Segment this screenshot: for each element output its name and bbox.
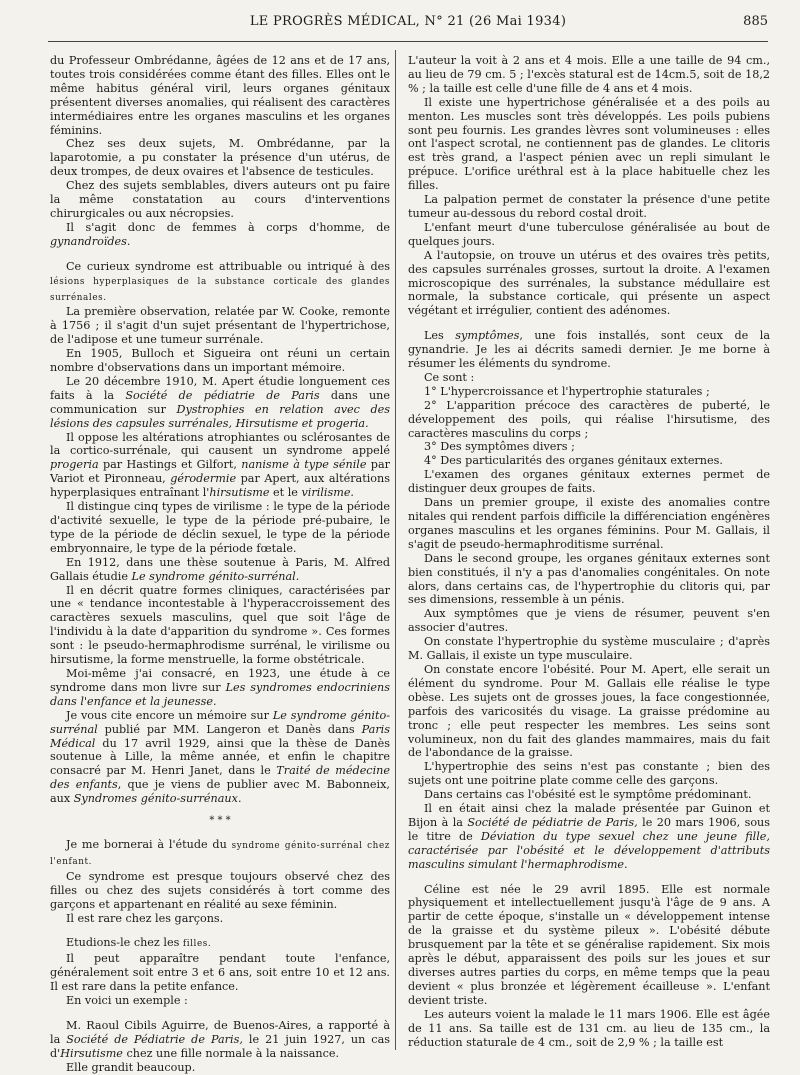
paragraph: Il en décrit quatre formes cliniques, caractérisées par une « tendance incontestable à l'hyperaccroissement des caractères sexuels masculins, quel que soit l'âge de l'individu à la date d'apparition du syndrome ». Ces formes sont : le pseudo-hermaphrodisme surrénal, le virilisme ou hirsutisme, la forme menstruelle, la forme obstétricale. xyxy=(50,583,390,667)
paragraph: On constate l'hypertrophie du système musculaire ; d'après M. Gallais, il existe un type musculaire. xyxy=(408,635,770,663)
paragraph: Etudions-le chez les filles. xyxy=(66,936,212,950)
right-column xyxy=(408,54,770,1049)
paragraph: A l'autopsie, on trouve un utérus et des ovaires très petits, des capsules surrénales grosses, surtout la droite. A l'examen microscopique des surrénales, la substance médullaire est normale, la substance corticale, qui présente un aspect végétant et irrégulier, contient des adénomes. xyxy=(408,248,770,318)
paragraph: La première observation, relatée par W. Cooke, remonte à 1756 ; il s'agit d'un sujet présentant de l'hypertrichose, de l'adipose et une tumeur surrénale. xyxy=(50,305,390,347)
paragraph: Ce sont : xyxy=(424,370,475,384)
paragraph: Céline est née le 29 avril 1895. Elle est normale physiquement et intellectuellement jusqu'à l'âge de 9 ans. A partir de cette époque, s'installe un « développement intense de la graisse et du système pileux ». L'obésité débute brusquement par la tête et se généralise rapidement. Six mois après le début, apparaissent des poils sur les joues et sur diverses autres parties du corps, en même temps que la peau devient « plus bronzée et légèrement écailleuse ». L'enfant devient triste. xyxy=(408,882,770,1007)
list-item: 3° Des symptômes divers ; xyxy=(424,440,575,454)
paragraph: La palpation permet de constater la présence d'une petite tumeur au-dessous du rebord costal droit. xyxy=(408,193,770,220)
header-rule xyxy=(48,41,768,42)
paragraph: En voici un exemple : xyxy=(66,994,188,1008)
paragraph: Chez ses deux sujets, M. Ombrédanne, par la laparotomie, a pu constater la présence d'un utérus, de deux trompes, de deux ovaires et l'absence de testicules. xyxy=(50,137,390,179)
paragraph: Je me bornerai à l'étude du syndrome génito-surrénal chez l'enfant. xyxy=(50,838,390,867)
paragraph: Les symptômes, une fois installés, sont ceux de la gynandrie. Je les ai décrits samedi dernier. Je me borne à résumer les éléments du syndrome. xyxy=(408,329,770,371)
paragraph: Il est rare chez les garçons. xyxy=(66,911,224,925)
left-column xyxy=(50,54,390,1075)
paragraph: Elle grandit beaucoup. xyxy=(66,1060,196,1074)
list-item: 2° L'apparition précoce des caractères de puberté, le développement des poils, qui réalise l'hirsutisme, des caractères masculins du corps ; xyxy=(408,398,770,440)
paragraph: L'examen des organes génitaux externes permet de distinguer deux groupes de faits. xyxy=(408,468,770,496)
paragraph: Dans un premier groupe, il existe des anomalies contre nitales qui rendent parfois difficile la différenciation engénères organes masculins et les organes féminins. Pour M. Gallais, il s'agit de pseudo-hermaphroditisme surrénal. xyxy=(408,496,770,551)
paragraph: Il existe une hypertrichose généralisée et a des poils au menton. Les muscles sont très développés. Les poils pubiens sont peu fournis. Les grandes lèvres sont volumineuses : elles ont l'aspect scrotal, ne contiennent pas de glandes. Le clitoris est très grand, a l'aspect pénien avec un repli simulant le prépuce. L'orifice uréthral est à la place habituelle chez les filles. xyxy=(408,95,770,193)
paragraph: du Professeur Ombrédanne, âgées de 12 ans et de 17 ans, toutes trois considérées comme étant des filles. Elles ont le même habitus général viril, leurs organes génitaux présentent diverses anomalies, qui réalisent des caractères intermédiaires entre les organes masculins et les organes féminins. xyxy=(50,54,390,137)
column-divider xyxy=(395,50,396,1050)
paragraph: L'hypertrophie des seins n'est pas constante ; bien des sujets ont une poitrine plate comme celle des garçons. xyxy=(408,760,770,788)
paragraph: Il peut apparaître pendant toute l'enfance, généralement soit entre 3 et 6 ans, soit entre 10 et 12 ans. Il est rare dans la petite enfance. xyxy=(50,952,390,994)
paragraph: Le 20 décembre 1910, M. Apert étudie longuement ces faits à la Société de pédiatrie de Paris dans une communication sur Dystrophies en relation avec des lésions des capsules surrénales, Hirsutisme et progeria. xyxy=(50,374,390,430)
page-number: 885 xyxy=(743,14,768,29)
paragraph: Ce syndrome est presque toujours observé chez des filles ou chez des sujets considérés à tort comme des garçons et appartenant en réalité au sexe féminin. xyxy=(50,869,390,911)
paragraph: L'enfant meurt d'une tuberculose généralisée au bout de quelques jours. xyxy=(408,220,770,248)
paragraph: Aux symptômes que je viens de résumer, peuvent s'en associer d'autres. xyxy=(408,607,770,635)
paragraph: M. Raoul Cibils Aguirre, de Buenos-Aires, a rapporté à la Société de Pédiatrie de Paris, le 21 juin 1927, un cas d'Hirsutisme chez une fille normale à la naissance. xyxy=(50,1019,390,1060)
paragraph: Il en était ainsi chez la malade présentée par Guinon et Bijon à la Société de pédiatrie de Paris, le 20 mars 1906, sous le titre de Déviation du type sexuel chez une jeune fille, caractérisée par l'obésité et le développement d'attributs masculins simulant l'hermaphrodisme. xyxy=(408,802,771,871)
paragraph: Je vous cite encore un mémoire sur Le syndrome génito-surrénal publié par MM. Langeron et Danès dans Paris Médical du 17 avril 1929, ainsi que la thèse de Danès soutenue à Lille, la même année, et enfin le chapitre consacré par M. Henri Janet, dans le Traité de médecine des enfants, que je viens de publier avec M. Babonneix, aux Syndromes génito-surrénaux. xyxy=(50,708,390,806)
paragraph: On constate encore l'obésité. Pour M. Apert, elle serait un élément du syndrome. Pour M. Gallais elle réalise le type obèse. Les sujets ont de grosses joues, la face congestionnée, parfois des varicosités du visage. La graisse prédomine au tronc ; elle peut respecter les membres. Les seins sont volumineux, non du fait des glandes mammaires, mais du fait de l'abondance de la graisse. xyxy=(408,662,770,760)
paragraph: Chez des sujets semblables, divers auteurs ont pu faire la même constatation au cours d'interventions chirurgicales ou aux nécropsies. xyxy=(50,179,390,220)
paragraph: Les auteurs voient la malade le 11 mars 1906. Elle est âgée de 11 ans. Sa taille est de 131 cm. au lieu de 135 cm., la réduction staturale de 4 cm., soit de 2,9 % ; la taille est xyxy=(408,1007,770,1049)
paragraph: Il oppose les altérations atrophiantes ou sclérosantes de la cortico-surrénale, qui causent un syndrome appelé progeria par Hastings et Gilfort, nanisme à type sénile par Variot et Pironneau, gérodermie par Apert, aux altérations hyperplasiques entraînant l'hirsutisme et le virilisme. xyxy=(50,430,390,500)
section-break-asterisks: * * * xyxy=(209,815,231,827)
paragraph: L'auteur la voit à 2 ans et 4 mois. Elle a une taille de 94 cm., au lieu de 79 cm. 5 ; l'excès statural est de 14cm.5, soit de 18,2 % ; la taille est celle d'une fille de 4 ans et 4 mois. xyxy=(408,54,770,95)
journal-title: LE PROGRÈS MÉDICAL, N° 21 (26 Mai 1934) xyxy=(249,14,567,29)
list-item: 4° Des particularités des organes génitaux externes. xyxy=(424,454,723,468)
running-header xyxy=(48,14,768,38)
paragraph: En 1905, Bulloch et Sigueira ont réuni un certain nombre d'observations dans un important mémoire. xyxy=(50,347,390,375)
paragraph: Dans le second groupe, les organes génitaux externes sont bien constitués, il n'y a pas d'anomalies congénitales. On note alors, dans certains cas, de l'hypertrophie du clitoris qui, par ses dimensions, ressemble à un pénis. xyxy=(408,551,770,607)
paragraph: Moi-même j'ai consacré, en 1923, une étude à ce syndrome dans mon livre sur Les syndromes endocriniens dans l'enfance et la jeunesse. xyxy=(50,666,390,708)
paragraph: En 1912, dans une thèse soutenue à Paris, M. Alfred Gallais étudie Le syndrome génito-surrénal. xyxy=(50,555,390,583)
list-item: 1° L'hypercroissance et l'hypertrophie staturales ; xyxy=(424,384,710,398)
paragraph: Ce curieux syndrome est attribuable ou intriqué à des lésions hyperplasiques de la substance corticale des glandes surrénales. xyxy=(50,259,390,303)
paragraph: Il s'agit donc de femmes à corps d'homme, de gynandroïdes. xyxy=(50,220,390,248)
paragraph: Il distingue cinq types de virilisme : le type de la période d'activité sexuelle, le type de la période pré-pubaire, le type de la période de déclin sexuel, le type de la période embryonnaire, le type de la période fœtale. xyxy=(50,500,390,555)
paragraph: Dans certains cas l'obésité est le symptôme prédominant. xyxy=(424,788,752,802)
